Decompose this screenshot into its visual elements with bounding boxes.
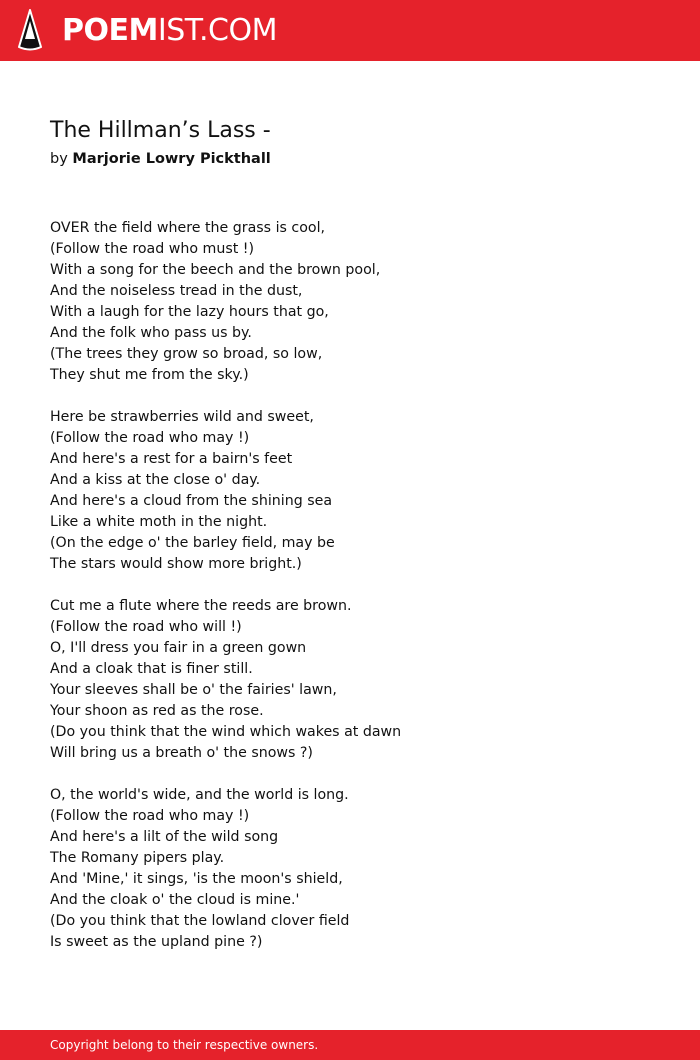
poem-line: And the cloak o' the cloud is mine.' xyxy=(50,892,300,908)
poem-line: With a laugh for the lazy hours that go, xyxy=(50,304,329,320)
author-name[interactable]: Marjorie Lowry Pickthall xyxy=(72,151,271,167)
byline xyxy=(50,148,271,170)
poem-stanza xyxy=(50,785,670,953)
poem-line: (Do you think that the lowland clover field xyxy=(50,913,350,929)
poem-line: (Follow the road who must !) xyxy=(50,241,255,257)
poem-line: Here be strawberries wild and sweet, xyxy=(50,409,314,425)
poem-line: Cut me a flute where the reeds are brown. xyxy=(50,598,352,614)
copyright-text: Copyright belong to their respective owners. xyxy=(50,1038,319,1052)
poem-line: OVER the field where the grass is cool, xyxy=(50,220,326,236)
poem-stanza xyxy=(50,407,670,575)
poem-line: (Follow the road who may !) xyxy=(50,430,250,446)
site-logo[interactable] xyxy=(62,13,277,49)
poem-line: (Follow the road who may !) xyxy=(50,808,250,824)
poem-body xyxy=(50,218,670,974)
poem-line: The stars would show more bright.) xyxy=(50,556,302,572)
poem-line: And the folk who pass us by. xyxy=(50,325,252,341)
poem-line: And here's a rest for a bairn's feet xyxy=(50,451,293,467)
poem-line: Your sleeves shall be o' the fairies' lawn, xyxy=(50,682,337,698)
poem-line: (Follow the road who will !) xyxy=(50,619,242,635)
poem-line: O, I'll dress you fair in a green gown xyxy=(50,640,307,656)
poem-line: And a kiss at the close o' day. xyxy=(50,472,261,488)
site-footer xyxy=(0,1030,700,1060)
poem-line: And the noiseless tread in the dust, xyxy=(50,283,303,299)
poem-line: The Romany pipers play. xyxy=(50,850,225,866)
poem-line: And here's a cloud from the shining sea xyxy=(50,493,333,509)
poem-stanza xyxy=(50,596,670,764)
poem-line: They shut me from the sky.) xyxy=(50,367,249,383)
site-header xyxy=(0,0,700,61)
logo-bold-text: POEM xyxy=(62,13,158,48)
poem-line: (Do you think that the wind which wakes at dawn xyxy=(50,724,402,740)
poem-line: Will bring us a breath o' the snows ?) xyxy=(50,745,313,761)
poem-line: Your shoon as red as the rose. xyxy=(50,703,264,719)
poem-line: (The trees they grow so broad, so low, xyxy=(50,346,323,362)
poem-line: Is sweet as the upland pine ?) xyxy=(50,934,263,950)
by-label: by xyxy=(50,151,68,167)
pencil-nib-icon[interactable] xyxy=(17,9,43,51)
poem-title: The Hillman’s Lass - xyxy=(50,118,271,143)
poem-line: Like a white moth in the night. xyxy=(50,514,268,530)
logo-light-text: IST.COM xyxy=(157,13,277,48)
poem-line: And a cloak that is finer still. xyxy=(50,661,253,677)
poem-line: And here's a lilt of the wild song xyxy=(50,829,279,845)
poem-line: With a song for the beech and the brown pool, xyxy=(50,262,381,278)
poem-line: And 'Mine,' it sings, 'is the moon's shield, xyxy=(50,871,343,887)
poem-line: O, the world's wide, and the world is long. xyxy=(50,787,349,803)
poem-stanza xyxy=(50,218,670,386)
poem-line: (On the edge o' the barley field, may be xyxy=(50,535,335,551)
